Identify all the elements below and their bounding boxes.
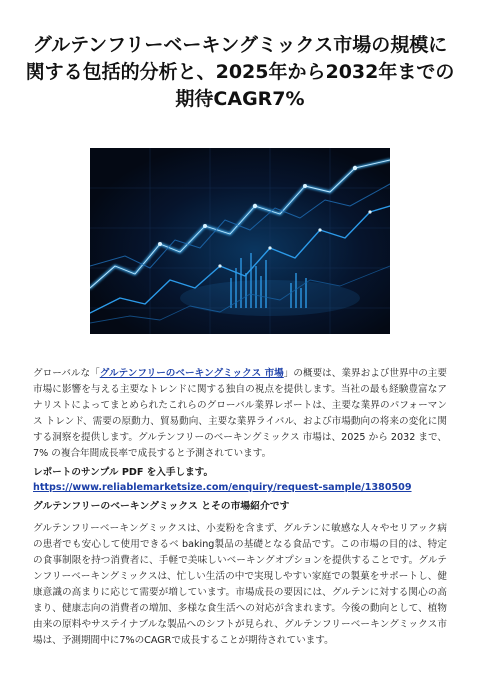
sample-label: レポートのサンプル PDF を入手します。	[33, 467, 214, 478]
page-title: グルテンフリーベーキングミックス市場の規模に関する包括的分析と、2025年から2032年までの期待CAGR7%	[25, 34, 455, 110]
sample-request	[33, 465, 447, 495]
market-keyword-link[interactable]: グルテンフリーのベーキングミックス 市場	[99, 368, 284, 379]
hero-image	[90, 148, 390, 334]
section-heading: グルテンフリーのベーキングミックス とその市場紹介です	[33, 501, 290, 512]
hero-chart-illustration	[90, 148, 390, 334]
section-paragraph: グルテンフリーベーキングミックスは、小麦粉を含まず、グルテンに敏感な人々やセリアック病の患者でも安心して使用できるベ baking製品の基礎となる食品です。この市場の目的は、特定の食事制限を持つ消費者に、手軽で美味しいベーキングオプションを提供することです。グルテンフリーベーキングミックスは、忙しい生活の中で実現しやすい家庭での製菓をサポートし、健康意識の高まりに応じて需要が増しています。市場成長の要因には、グルテンに対する関心の高まり、健康志向の消費者の増加、多様な食生活への対応が含まれます。今後の動向として、植物由来の原料やサステイナブルな製品へのシフトが見られ、グルテンフリーベーキングミックス市場は、予測期間中に7%のCAGRで成長することが期待されています。	[33, 523, 447, 646]
sample-link[interactable]: https://www.reliablemarketsize.com/enquiry/request-sample/1380509	[33, 482, 412, 493]
intro-paragraph: グローバルな「グルテンフリーのベーキングミックス 市場」の概要は、業界および世界中の主要市場に影響を与える主要なトレンドに関する独自の視点を提供します。当社の最も経験豊富なアナリストによってまとめられたこれらのグローバル業界レポートは、主要な業界のパフォーマンス トレンド、需要の原動力、貿易動向、主要な業界ライバル、および市場動向の将来の変化に関する洞察を提供します。グルテンフリーのベーキングミックス 市場は、2025 から 2032 まで、7% の複合年間成長率で成長すると予測されています。	[33, 368, 447, 459]
